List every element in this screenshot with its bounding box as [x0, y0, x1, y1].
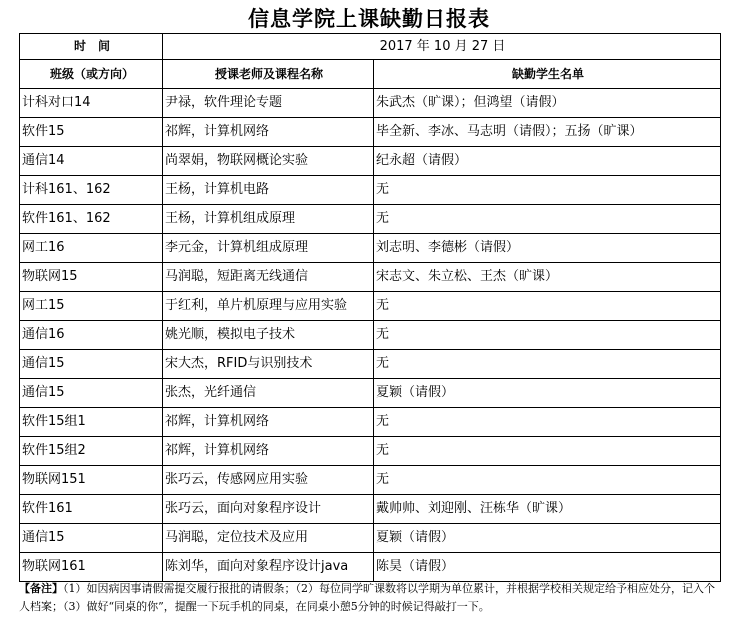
table-row	[20, 147, 721, 176]
table-row	[20, 118, 721, 147]
table-row	[20, 234, 721, 263]
header-teacher-course: 授课老师及课程名称	[163, 60, 374, 89]
cell-teacher-course: 李元金，计算机组成原理	[163, 234, 374, 263]
header-row	[20, 60, 721, 89]
table-row	[20, 321, 721, 350]
cell-absent: 毕全新、李冰、马志明（请假）；五扬（旷课）	[374, 118, 721, 147]
cell-teacher-course: 祁辉，计算机网络	[163, 437, 374, 466]
cell-teacher-course: 祁辉，计算机网络	[163, 408, 374, 437]
cell-absent: 无	[374, 408, 721, 437]
cell-teacher-course: 姚光顺，模拟电子技术	[163, 321, 374, 350]
cell-teacher-course: 马润聪，短距离无线通信	[163, 263, 374, 292]
cell-absent: 朱武杰（旷课）；但鸿望（请假）	[374, 89, 721, 118]
cell-class: 通信15	[20, 379, 163, 408]
cell-class: 软件15	[20, 118, 163, 147]
cell-absent: 刘志明、李德彬（请假）	[374, 234, 721, 263]
table-row	[20, 466, 721, 495]
cell-absent: 无	[374, 292, 721, 321]
table-row	[20, 205, 721, 234]
table-row	[20, 495, 721, 524]
table-row	[20, 292, 721, 321]
table-row	[20, 408, 721, 437]
header-absent: 缺勤学生名单	[374, 60, 721, 89]
cell-absent: 夏颖（请假）	[374, 379, 721, 408]
cell-class: 网工15	[20, 292, 163, 321]
table-row	[20, 176, 721, 205]
cell-class: 通信15	[20, 350, 163, 379]
cell-teacher-course: 尚翠娟，物联网概论实验	[163, 147, 374, 176]
cell-class: 计科对口14	[20, 89, 163, 118]
cell-teacher-course: 马润聪，定位技术及应用	[163, 524, 374, 553]
date-row	[20, 34, 721, 60]
cell-teacher-course: 张巧云，面向对象程序设计	[163, 495, 374, 524]
time-label: 时 间	[20, 34, 163, 60]
cell-teacher-course: 宋大杰，RFID与识别技术	[163, 350, 374, 379]
cell-class: 软件15组1	[20, 408, 163, 437]
date-value: 2017 年 10 月 27 日	[163, 34, 721, 60]
cell-teacher-course: 张杰，光纤通信	[163, 379, 374, 408]
cell-teacher-course: 张巧云，传感网应用实验	[163, 466, 374, 495]
cell-teacher-course: 尹禄，软件理论专题	[163, 89, 374, 118]
table-row	[20, 263, 721, 292]
cell-class: 通信14	[20, 147, 163, 176]
cell-absent: 戴帅帅、刘迎刚、汪栋华（旷课）	[374, 495, 721, 524]
cell-absent: 无	[374, 176, 721, 205]
cell-teacher-course: 王杨，计算机组成原理	[163, 205, 374, 234]
cell-absent: 夏颖（请假）	[374, 524, 721, 553]
remarks-note	[19, 580, 720, 616]
cell-absent: 无	[374, 466, 721, 495]
cell-absent: 陈昊（请假）	[374, 553, 721, 582]
cell-absent: 无	[374, 350, 721, 379]
remarks-tag: 【备注】	[19, 582, 63, 595]
cell-class: 通信16	[20, 321, 163, 350]
cell-teacher-course: 陈刘华，面向对象程序设计java	[163, 553, 374, 582]
table-row	[20, 89, 721, 118]
cell-class: 软件15组2	[20, 437, 163, 466]
cell-teacher-course: 王杨，计算机电路	[163, 176, 374, 205]
table-row	[20, 350, 721, 379]
cell-class: 通信15	[20, 524, 163, 553]
table-row	[20, 437, 721, 466]
cell-class: 物联网151	[20, 466, 163, 495]
cell-absent: 无	[374, 205, 721, 234]
cell-class: 软件161、162	[20, 205, 163, 234]
table-row	[20, 553, 721, 582]
cell-absent: 纪永超（请假）	[374, 147, 721, 176]
absence-table	[19, 33, 721, 582]
remarks-text: （1）如因病因事请假需提交履行报批的请假条；（2）每位同学旷课数将以学期为单位累计，并根据学校相关规定给予相应处分，记入个人档案；（3）做好“同桌的你”，提醒一下玩手机的同桌，在同桌小憩5分钟的时候记得敲打一下。	[19, 582, 715, 613]
header-class: 班级（或方向）	[20, 60, 163, 89]
cell-absent: 宋志文、朱立松、王杰（旷课）	[374, 263, 721, 292]
cell-absent: 无	[374, 437, 721, 466]
table-row	[20, 379, 721, 408]
cell-class: 网工16	[20, 234, 163, 263]
table-row	[20, 524, 721, 553]
cell-class: 计科161、162	[20, 176, 163, 205]
cell-teacher-course: 于红利，单片机原理与应用实验	[163, 292, 374, 321]
report-title: 信息学院上课缺勤日报表	[248, 6, 490, 31]
cell-absent: 无	[374, 321, 721, 350]
cell-class: 软件161	[20, 495, 163, 524]
cell-class: 物联网161	[20, 553, 163, 582]
cell-class: 物联网15	[20, 263, 163, 292]
cell-teacher-course: 祁辉，计算机网络	[163, 118, 374, 147]
